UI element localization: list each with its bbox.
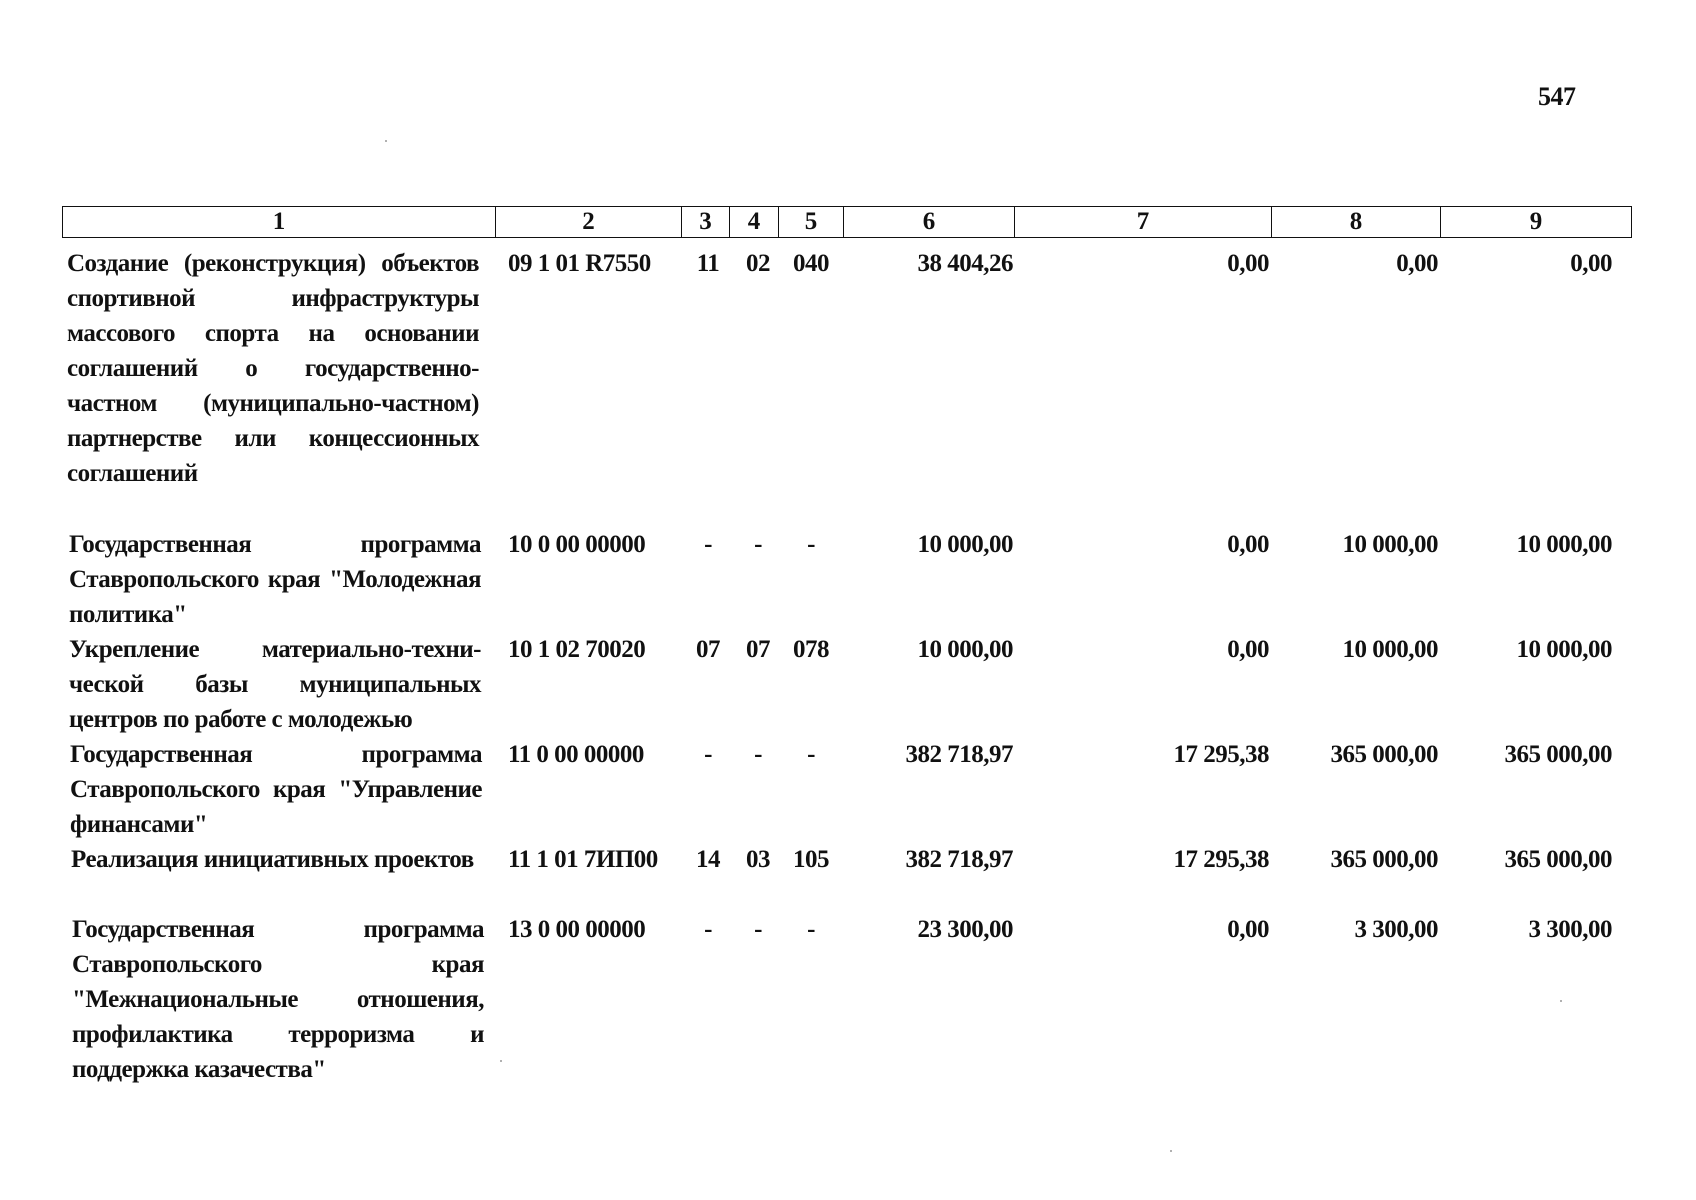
row-col4: - [754, 741, 762, 768]
row-code: 09 1 01 R7550 [508, 250, 651, 277]
column-header-7: 7 [1015, 207, 1272, 238]
column-header-4: 4 [730, 207, 779, 238]
row-value-6: 23 300,00 [917, 916, 1013, 943]
row-value-8: 365 000,00 [1330, 846, 1438, 873]
row-col4: - [754, 916, 762, 943]
row-value-9: 10 000,00 [1516, 636, 1612, 663]
row-code: 10 1 02 70020 [508, 636, 646, 663]
row-col3: 14 [696, 846, 720, 873]
row-value-9: 365 000,00 [1504, 846, 1612, 873]
row-value-8: 0,00 [1396, 250, 1438, 277]
row-value-8: 3 300,00 [1354, 916, 1438, 943]
row-col5: 105 [793, 846, 829, 873]
row-value-7: 17 295,38 [1173, 846, 1269, 873]
row-name: Создание (реконструкция) объектов спортивной инфраструктуры массового спорта на основании соглашений о государственно-частном (муниципально-частном) партнерстве или концессионных соглашений [67, 250, 479, 487]
row-value-7: 0,00 [1227, 636, 1269, 663]
row-value-7: 0,00 [1227, 916, 1269, 943]
row-value-9: 10 000,00 [1516, 531, 1612, 558]
row-value-7: 0,00 [1227, 531, 1269, 558]
row-col5: 078 [793, 636, 829, 663]
row-col3: - [704, 741, 712, 768]
row-col4: 07 [746, 636, 770, 663]
row-code: 11 0 00 00000 [508, 741, 644, 768]
row-col4: 02 [746, 250, 770, 277]
row-value-9: 3 300,00 [1528, 916, 1612, 943]
row-value-6: 382 718,97 [905, 741, 1013, 768]
column-header-9: 9 [1441, 207, 1632, 238]
row-col5: - [807, 916, 815, 943]
row-col3: 07 [696, 636, 720, 663]
row-name: Государственная программа Ставропольского края "Межнациональные отношения, профилактика терроризма и поддержка казачества" [72, 916, 484, 1083]
row-code: 10 0 00 00000 [508, 531, 646, 558]
row-name: Укрепление материально-техни-ческой базы муниципальных центров по работе с молодежью [69, 636, 481, 733]
column-header-6: 6 [844, 207, 1015, 238]
row-name: Государственная программа Ставропольского края "Управление финансами" [70, 741, 482, 838]
row-col3: - [704, 531, 712, 558]
column-header-2: 2 [496, 207, 682, 238]
scan-speck [1560, 1000, 1562, 1002]
row-value-6: 10 000,00 [917, 531, 1013, 558]
row-code: 11 1 01 7ИП00 [508, 846, 658, 873]
row-col4: - [754, 531, 762, 558]
row-col3: - [704, 916, 712, 943]
row-col5: - [807, 531, 815, 558]
column-header-8: 8 [1272, 207, 1441, 238]
scan-speck [500, 1060, 502, 1062]
row-value-8: 10 000,00 [1342, 636, 1438, 663]
row-value-6: 382 718,97 [905, 846, 1013, 873]
row-code: 13 0 00 00000 [508, 916, 646, 943]
row-col5: 040 [793, 250, 829, 277]
row-name: Реализация инициативных проектов [71, 846, 474, 873]
row-col5: - [807, 741, 815, 768]
row-col3: 11 [696, 250, 720, 277]
column-header-1: 1 [63, 207, 496, 238]
row-name: Государственная программа Ставропольского края "Молодежная политика" [69, 531, 481, 628]
scan-speck [385, 140, 387, 142]
row-value-7: 17 295,38 [1173, 741, 1269, 768]
row-value-7: 0,00 [1227, 250, 1269, 277]
column-header-5: 5 [779, 207, 844, 238]
scan-speck [1170, 1150, 1172, 1152]
row-value-9: 0,00 [1570, 250, 1612, 277]
column-header-3: 3 [682, 207, 730, 238]
page-number: 547 [1538, 82, 1576, 111]
row-col4: 03 [746, 846, 770, 873]
row-value-8: 10 000,00 [1342, 531, 1438, 558]
table-header [62, 206, 1632, 238]
row-value-6: 10 000,00 [917, 636, 1013, 663]
row-value-8: 365 000,00 [1330, 741, 1438, 768]
row-value-6: 38 404,26 [917, 250, 1013, 277]
row-value-9: 365 000,00 [1504, 741, 1612, 768]
